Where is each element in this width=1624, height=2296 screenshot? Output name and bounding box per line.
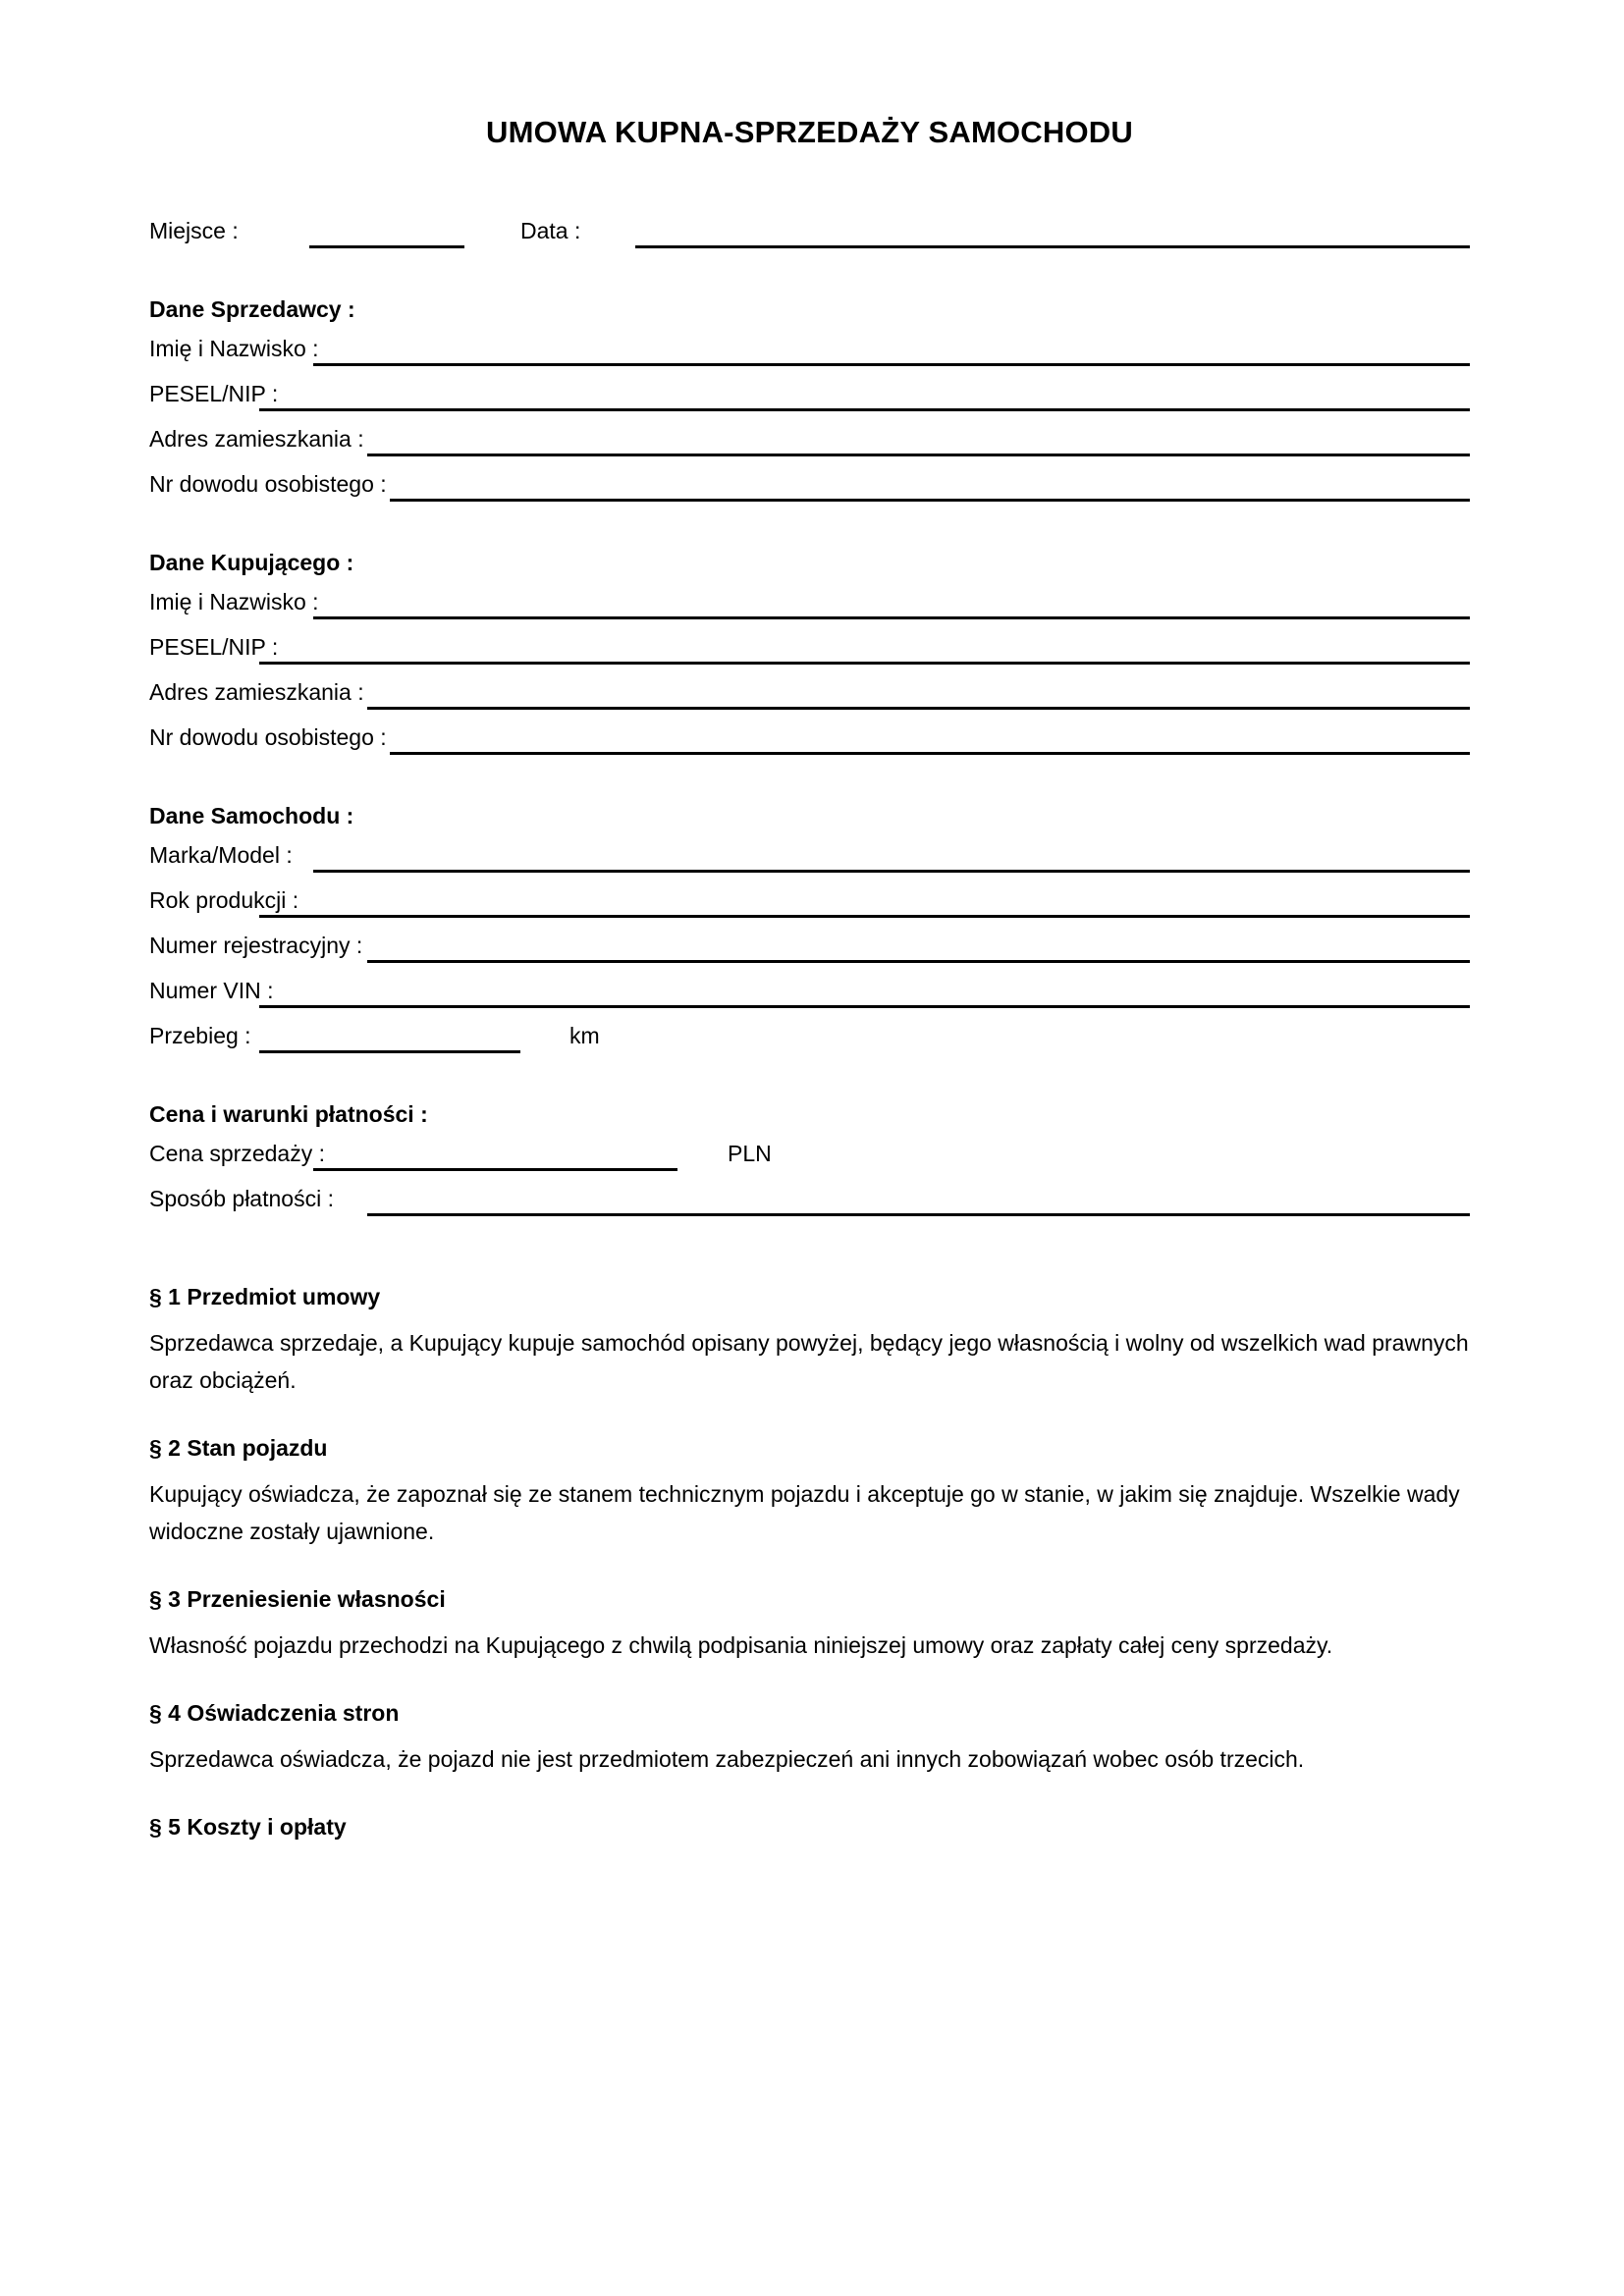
seller-heading: Dane Sprzedawcy : — [149, 296, 355, 323]
clause-1 — [149, 1283, 1470, 1399]
buyer-pesel-label: PESEL/NIP : — [149, 634, 279, 661]
price-method-input-line[interactable] — [367, 1213, 1470, 1216]
seller-pesel-input-line[interactable] — [259, 408, 1470, 411]
seller-name-label: Imię i Nazwisko : — [149, 336, 319, 362]
buyer-address-input-line[interactable] — [367, 707, 1470, 710]
price-amount-label: Cena sprzedaży : — [149, 1141, 325, 1167]
car-year-label: Rok produkcji : — [149, 887, 299, 914]
buyer-field-address — [149, 672, 1470, 718]
clause-4-body: Sprzedawca oświadcza, że pojazd nie jest przedmiotem zabezpieczeń ani innych zobowiązań wobec osób trzecich. — [149, 1746, 1305, 1773]
clause-3-heading: § 3 Przeniesienie własności — [149, 1586, 446, 1613]
buyer-field-id-number — [149, 718, 1470, 763]
car-heading: Dane Samochodu : — [149, 803, 354, 829]
car-field-year — [149, 881, 1470, 926]
seller-address-input-line[interactable] — [367, 454, 1470, 456]
price-field-amount — [149, 1134, 1470, 1179]
car-field-vin — [149, 971, 1470, 1016]
seller-id-number-label: Nr dowodu osobistego : — [149, 471, 387, 498]
price-field-method — [149, 1179, 1470, 1224]
seller-name-input-line[interactable] — [313, 363, 1470, 366]
car-mileage-label: Przebieg : — [149, 1023, 251, 1049]
price-method-label: Sposób płatności : — [149, 1186, 334, 1212]
buyer-id-number-input-line[interactable] — [390, 752, 1470, 755]
place-date-row — [149, 211, 1470, 256]
car-field-mileage — [149, 1016, 1470, 1061]
car-field-registration — [149, 926, 1470, 971]
car-section — [149, 802, 1470, 1061]
seller-address-label: Adres zamieszkania : — [149, 426, 364, 453]
place-input-line[interactable] — [309, 245, 464, 248]
clause-5-heading: § 5 Koszty i opłaty — [149, 1814, 347, 1841]
clause-4-heading: § 4 Oświadczenia stron — [149, 1700, 400, 1727]
buyer-heading: Dane Kupującego : — [149, 550, 354, 576]
buyer-field-name — [149, 582, 1470, 627]
buyer-id-number-label: Nr dowodu osobistego : — [149, 724, 387, 751]
car-make-model-input-line[interactable] — [313, 870, 1470, 873]
car-year-input-line[interactable] — [259, 915, 1470, 918]
date-label: Data : — [520, 218, 581, 244]
car-mileage-input-line[interactable] — [259, 1050, 520, 1053]
clause-4 — [149, 1699, 1470, 1778]
buyer-section — [149, 549, 1470, 763]
buyer-pesel-input-line[interactable] — [259, 662, 1470, 665]
buyer-name-label: Imię i Nazwisko : — [149, 589, 319, 615]
seller-field-pesel — [149, 374, 1470, 419]
car-registration-input-line[interactable] — [367, 960, 1470, 963]
seller-section — [149, 295, 1470, 509]
clause-3-body: Własność pojazdu przechodzi na Kupującego z chwilą podpisania niniejszej umowy oraz zapłaty całej ceny sprzedaży. — [149, 1632, 1333, 1659]
car-vin-label: Numer VIN : — [149, 978, 274, 1004]
clause-2-body: Kupujący oświadcza, że zapoznał się ze stanem technicznym pojazdu i akceptuje go w stanie, w jakim się znajduje. Wszelkie wady widoczne zostały ujawnione. — [149, 1481, 1460, 1545]
car-registration-label: Numer rejestracyjny : — [149, 933, 363, 959]
seller-field-id-number — [149, 464, 1470, 509]
clause-2 — [149, 1434, 1470, 1550]
clause-2-heading: § 2 Stan pojazdu — [149, 1435, 328, 1462]
car-vin-input-line[interactable] — [259, 1005, 1470, 1008]
document-content — [149, 0, 1470, 1854]
page-title: UMOWA KUPNA-SPRZEDAŻY SAMOCHODU — [486, 115, 1133, 149]
price-currency-label: PLN — [728, 1141, 772, 1167]
seller-field-address — [149, 419, 1470, 464]
buyer-address-label: Adres zamieszkania : — [149, 679, 364, 706]
clause-5 — [149, 1813, 1470, 1841]
seller-pesel-label: PESEL/NIP : — [149, 381, 279, 407]
clause-1-body: Sprzedawca sprzedaje, a Kupujący kupuje samochód opisany powyżej, będący jego własnością i wolny od wszelkich wad prawnych oraz obciążeń. — [149, 1330, 1469, 1394]
date-input-line[interactable] — [635, 245, 1470, 248]
buyer-name-input-line[interactable] — [313, 616, 1470, 619]
place-label: Miejsce : — [149, 218, 239, 244]
clause-3 — [149, 1585, 1470, 1664]
car-field-make-model — [149, 835, 1470, 881]
seller-id-number-input-line[interactable] — [390, 499, 1470, 502]
price-amount-input-line[interactable] — [313, 1168, 677, 1171]
buyer-field-pesel — [149, 627, 1470, 672]
price-heading: Cena i warunki płatności : — [149, 1101, 428, 1128]
car-make-model-label: Marka/Model : — [149, 842, 293, 869]
seller-field-name — [149, 329, 1470, 374]
clause-1-heading: § 1 Przedmiot umowy — [149, 1284, 381, 1310]
car-mileage-unit-label: km — [569, 1023, 600, 1049]
price-section — [149, 1100, 1470, 1224]
